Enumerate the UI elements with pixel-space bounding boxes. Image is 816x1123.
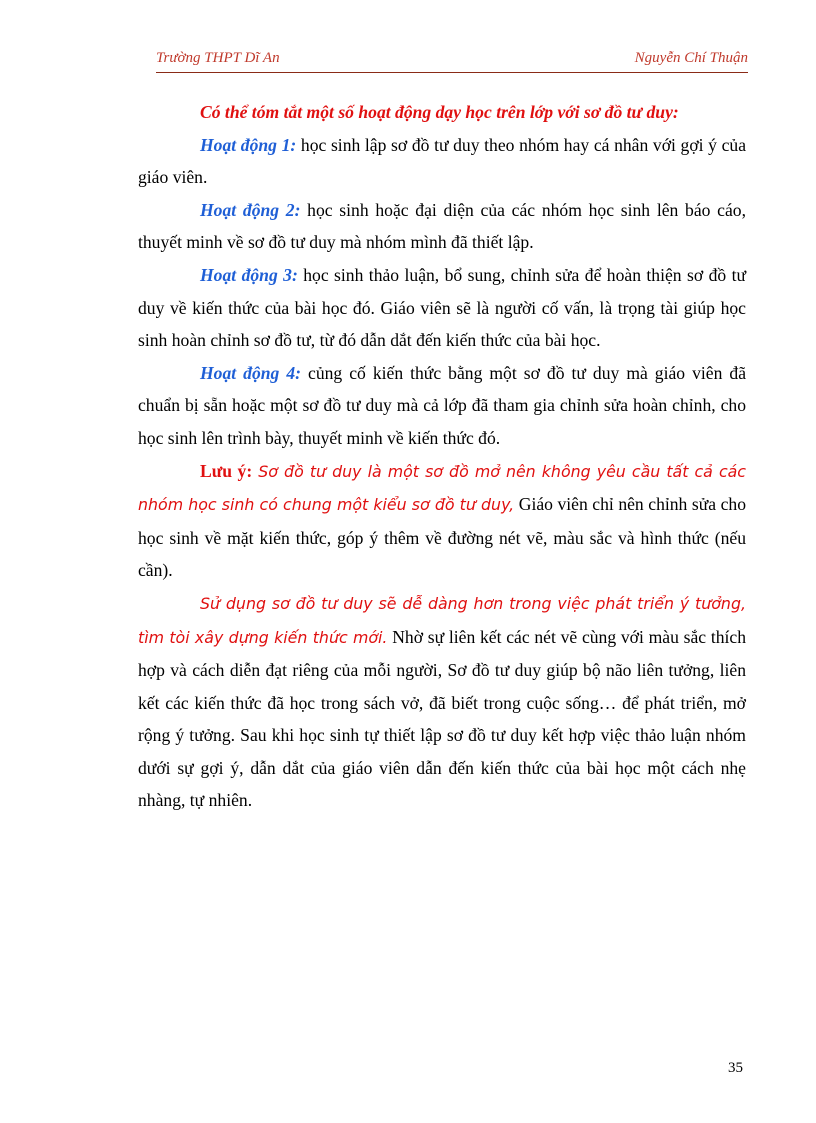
summary-heading (138, 96, 746, 129)
activity-4-label: Hoạt động 4: (200, 362, 302, 383)
closing-paragraph (138, 587, 746, 817)
page-header (156, 50, 748, 73)
activity-1-text: học sinh lập sơ đồ tư duy theo nhóm hay cá nhân với gợi ý của giáo viên. (138, 134, 747, 188)
activity-1-label: Hoạt động 1: (200, 134, 297, 155)
closing-italic: Sử dụng sơ đồ tư duy sẽ dễ dàng hơn trong việc phát triển ý tưởng, tìm tòi xây dựng kiến thức mới. (138, 593, 746, 647)
school-name: Trường THPT Dĩ An (156, 50, 280, 66)
activity-2-text: học sinh hoặc đại diện của các nhóm học sinh lên báo cáo, thuyết minh về sơ đồ tư duy mà nhóm mình đã thiết lập. (138, 199, 746, 253)
activity-3 (138, 259, 746, 357)
page-number: 35 (728, 1060, 743, 1076)
activity-2-label: Hoạt động 2: (200, 199, 301, 220)
note-text: Giáo viên chỉ nên chỉnh sửa cho học sinh về mặt kiến thức, góp ý thêm về đường nét vẽ, màu sắc và hình thức (nếu cần). (138, 494, 747, 581)
author-name: Nguyễn Chí Thuận (634, 50, 748, 66)
summary-heading-text: Có thể tóm tắt một số hoạt động dạy học trên lớp với sơ đồ tư duy: (200, 102, 679, 122)
activity-4-text: củng cố kiến thức bằng một sơ đồ tư duy mà giáo viên đã chuẩn bị sẵn hoặc một sơ đồ tư duy mà cả lớp đã tham gia chỉnh sửa hoàn chỉnh, cho học sinh lên trình bày, thuyết minh về kiến thức đó. (138, 362, 747, 448)
activity-1 (138, 129, 746, 194)
closing-text: Nhờ sự liên kết các nét vẽ cùng với màu sắc thích hợp và cách diễn đạt riêng của mỗi người, Sơ đồ tư duy giúp bộ não liên tưởng, liên kết các kiến thức đã học trong sách vở, đã biết trong cuộc sống… để phát triển, mở rộng ý tưởng. Sau khi học sinh tự thiết lập sơ đồ tư duy kết hợp việc thảo luận nhóm dưới sự gợi ý, dẫn dắt của giáo viên dẫn đến kiến thức của bài học một cách nhẹ nhàng, tự nhiên. (138, 626, 747, 811)
activity-2 (138, 194, 746, 259)
activity-3-label: Hoạt động 3: (200, 264, 298, 285)
note-paragraph (138, 455, 746, 587)
note-italic: Sơ đồ tư duy là một sơ đồ mở nên không yêu cầu tất cả các nhóm học sinh có chung một kiểu sơ đồ tư duy, (138, 461, 746, 515)
note-label: Lưu ý: (200, 460, 253, 481)
activity-3-text: học sinh thảo luận, bổ sung, chỉnh sửa để hoàn thiện sơ đồ tư duy về kiến thức của bài học đó. Giáo viên sẽ là người cố vấn, là trọng tài giúp học sinh hoàn chỉnh sơ đồ tư, từ đó dẫn dắt đến kiến thức của bài học. (138, 264, 746, 351)
document-body (138, 96, 746, 817)
activity-4 (138, 357, 746, 455)
